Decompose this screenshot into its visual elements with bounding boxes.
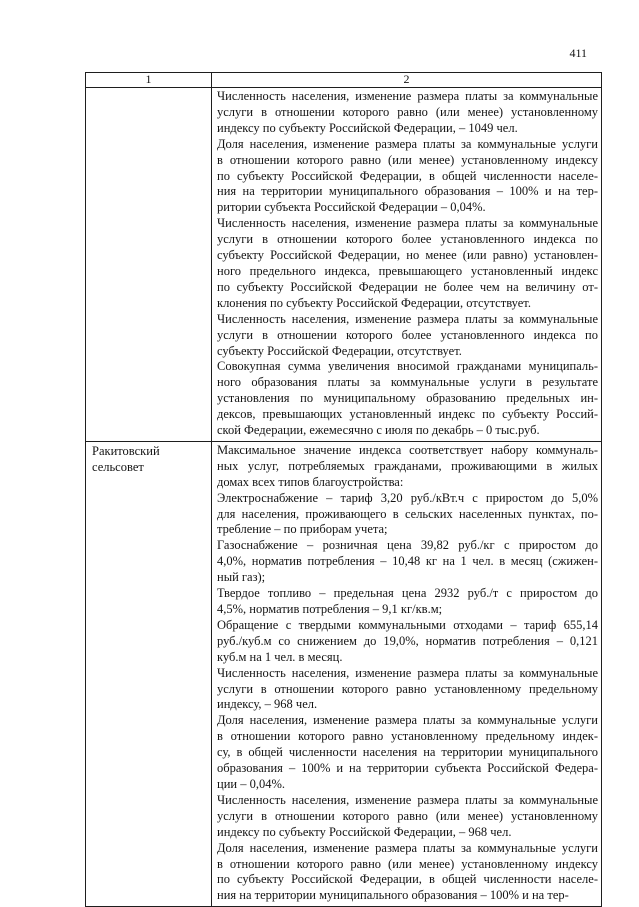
table-row <box>86 441 602 906</box>
paragraph <box>217 312 598 360</box>
text-line: Численность населения, изменение размера платы за коммунальные <box>217 89 598 103</box>
table-row <box>86 88 602 442</box>
paragraph <box>217 538 598 586</box>
paragraph <box>217 618 598 666</box>
text-line: услуги в отношении которого более установленного индекса по <box>217 327 598 342</box>
description-cell <box>212 441 602 906</box>
text-line: субъекту Российской Федерации, отсутствует. <box>217 343 462 358</box>
text-line: су, в общей численности населения на территории муниципального <box>217 745 598 760</box>
text-line: ции – 0,04%. <box>217 776 285 791</box>
text-line: ный газ); <box>217 570 266 585</box>
paragraph <box>217 89 598 137</box>
text-line: ской Федерации, ежемесячно с июля по декабрь – 0 тыс.руб. <box>217 423 540 438</box>
text-line: ного предельного индекса, превышающего установленный индекс <box>217 263 598 278</box>
text-line: Газоснабжение – розничная цена 39,82 руб./кг с приростом до <box>217 538 598 553</box>
paragraph <box>217 491 598 539</box>
text-line: Доля населения, изменение размера платы за коммунальные услуги <box>217 713 598 728</box>
text-line: 4,5%, норматив потребления – 9,1 кг/кв.м; <box>217 602 443 616</box>
text-line: образования – 100% и на территории субъекта Российской Федера- <box>217 761 598 776</box>
text-line: клонения по субъекту Российской Федерации, отсутствует. <box>217 295 531 310</box>
column-header-2: 2 <box>212 73 602 88</box>
text-line: руб./куб.м со снижением до 19,0%, норматив потребления – 0,121 <box>217 633 598 648</box>
text-line: в отношении которого равно (или менее) установленному индексу <box>217 152 598 167</box>
text-line: субъекту Российской Федерации, но менее (или равно) установлен- <box>217 248 598 263</box>
municipality-name-cell: Ракитовский сельсовет <box>86 441 212 906</box>
text-line: 4,0%, норматив потребления – 10,48 кг на 1 чел. в месяц (сжижен- <box>217 554 598 569</box>
text-line: домах всех типов благоустройства: <box>217 474 404 489</box>
text-line: Обращение с твердыми коммунальными отходами – тариф 655,14 <box>217 617 598 632</box>
text-line: ния на территории муниципального образования – 100% и на тер- <box>217 888 569 903</box>
page-number: 411 <box>569 46 587 60</box>
paragraph <box>217 359 598 439</box>
text-line: в отношении которого равно установленному предельному индек- <box>217 729 598 744</box>
paragraph <box>217 666 598 714</box>
text-line: Твердое топливо – предельная цена 2932 руб./т с приростом до <box>217 586 598 601</box>
municipality-name-cell <box>86 88 212 442</box>
text-line: установления по муниципальному образованию предельных ин- <box>217 391 598 406</box>
text-line: Максимальное значение индекса соответствует набору коммуналь- <box>217 442 598 457</box>
paragraph <box>217 713 598 793</box>
text-line: Доля населения, изменение размера платы за коммунальные услуги <box>217 136 598 151</box>
document-table <box>85 72 602 907</box>
text-line: куб.м на 1 чел. в месяц. <box>217 649 343 664</box>
text-line: Численность населения, изменение размера платы за коммунальные <box>217 311 598 326</box>
text-line: в отношении которого равно (или менее) установленному индексу <box>217 856 598 871</box>
text-line: индексу по субъекту Российской Федерации, – 1049 чел. <box>217 120 518 135</box>
text-line: Численность населения, изменение размера платы за коммунальные <box>217 665 598 680</box>
text-line: Совокупная сумма увеличения вносимой гражданами муниципаль- <box>217 359 598 374</box>
text-line: ритории субъекта Российской Федерации – 0,04%. <box>217 200 486 215</box>
text-line: по субъекту Российской Федерации не более чем на величину от- <box>217 279 598 294</box>
text-line: услуги в отношении которого равно установленному предельному <box>217 681 598 696</box>
text-line: дексов, превышающих установленный индекс по субъекту Россий- <box>217 407 598 422</box>
text-line: индексу, – 968 чел. <box>217 697 318 712</box>
column-header-1: 1 <box>86 73 212 88</box>
text-line: Электроснабжение – тариф 3,20 руб./кВт.ч с приростом до 5,0% <box>217 490 598 505</box>
text-line: ния на территории муниципального образования – 100% и на тер- <box>217 184 598 199</box>
paragraph <box>217 443 598 491</box>
text-line: по субъекту Российской Федерации, в общей численности населе- <box>217 872 598 887</box>
text-line: Численность населения, изменение размера платы за коммунальные <box>217 792 598 807</box>
text-line: ного образования платы за коммунальные услуги в результате <box>217 375 598 390</box>
paragraph <box>217 793 598 841</box>
text-line: ных услуг, потребляемых гражданами, проживающими в жилых <box>217 458 598 473</box>
text-line: Доля населения, изменение размера платы за коммунальные услуги <box>217 840 598 855</box>
text-line: услуги в отношении которого равно (или менее) установленному <box>217 104 598 119</box>
table-header-row <box>86 73 602 88</box>
text-line: услуги в отношении которого более установленного индекса по <box>217 232 598 247</box>
description-cell <box>212 88 602 442</box>
text-line: для населения, проживающего в сельских населенных пунктах, по- <box>217 506 598 521</box>
text-line: услуги в отношении которого равно (или менее) установленному <box>217 808 598 823</box>
paragraph <box>217 137 598 217</box>
paragraph <box>217 216 598 311</box>
paragraph <box>217 586 598 618</box>
text-line: Численность населения, изменение размера платы за коммунальные <box>217 216 598 231</box>
paragraph <box>217 841 598 905</box>
text-line: по субъекту Российской Федерации, в общей численности населе- <box>217 168 598 183</box>
text-line: требление – по приборам учета; <box>217 522 388 537</box>
text-line: индексу по субъекту Российской Федерации, – 968 чел. <box>217 824 512 839</box>
